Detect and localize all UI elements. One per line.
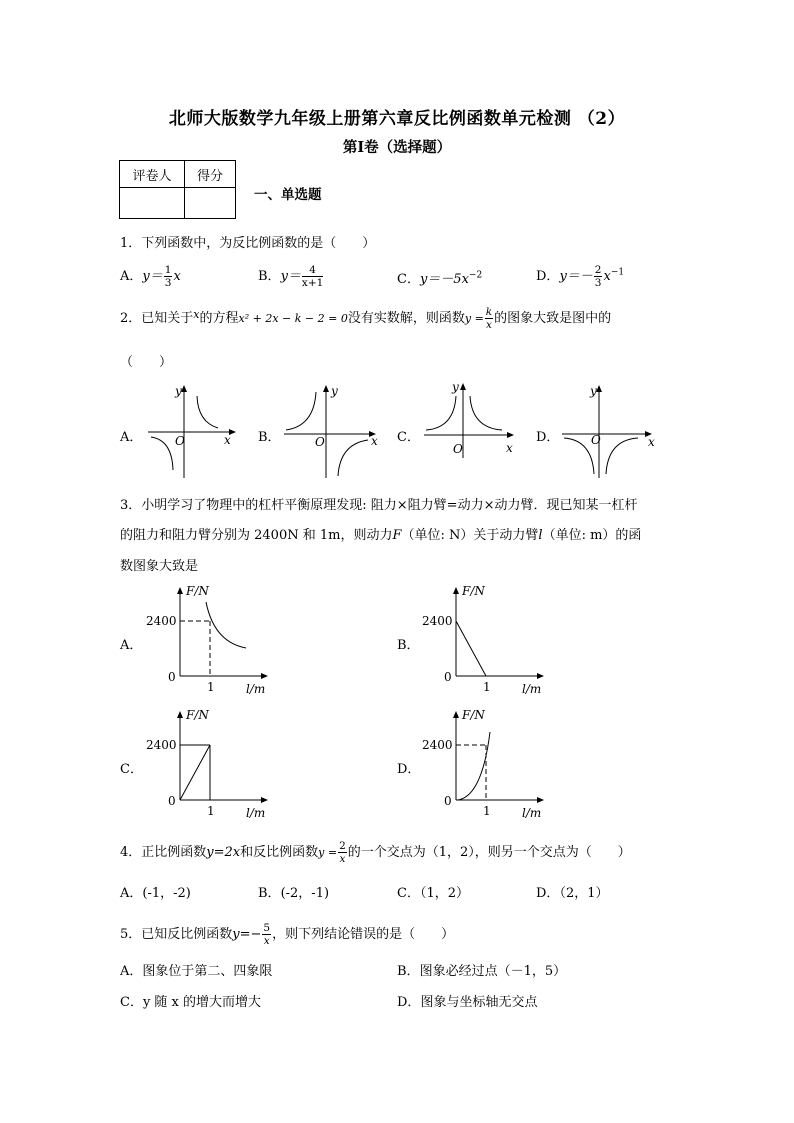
q4-frac-den: x <box>339 853 346 865</box>
q2-y-eq: y = <box>464 312 484 325</box>
q2-graph-c[interactable] <box>420 376 520 460</box>
y-arrow <box>596 385 602 392</box>
q4-option-d[interactable] <box>536 882 608 901</box>
q5-option-c[interactable] <box>120 991 261 1010</box>
q1-option-d-pre: y＝－ <box>559 269 593 284</box>
q4-option-c[interactable] <box>397 882 469 901</box>
y-arrow <box>177 711 183 718</box>
q1-option-a-pre: y＝ <box>142 269 163 284</box>
q2-equation: x² + 2x − k − 2 = 0 <box>238 312 348 325</box>
score-header: 得分 <box>185 161 236 188</box>
y-arrow <box>460 383 466 390</box>
q3-line2 <box>120 524 641 543</box>
x-label: x <box>371 434 378 448</box>
q2-graph-b[interactable] <box>280 382 380 482</box>
q2-stem-c: 没有实数解，则函数 <box>347 311 465 326</box>
q4-b-label: B． <box>258 886 281 901</box>
q3-line2-b: （单位: N）关于动力臂 <box>401 528 539 543</box>
q2-frac <box>485 306 493 331</box>
origin-label: O <box>453 442 463 456</box>
origin-label: O <box>315 435 325 449</box>
q5-d-text: 图象与坐标轴无交点 <box>420 995 538 1010</box>
q4-eq1: y=2x <box>206 845 241 860</box>
origin-label: O <box>175 434 185 448</box>
y-tick-2400: 2400 <box>422 614 453 628</box>
x-label: x <box>648 435 655 449</box>
q1-option-d-frac <box>594 264 603 289</box>
q5-frac-num: 5 <box>263 922 271 934</box>
x-axis-label: l/m <box>522 806 542 820</box>
q4-c-label: C． <box>397 886 420 901</box>
q4-a-text: (-1，-2) <box>142 886 191 901</box>
q4-stem-b: 和反比例函数 <box>240 845 319 860</box>
x-tick-1: 1 <box>483 680 491 694</box>
origin-label: 0 <box>168 794 176 808</box>
y-tick-2400: 2400 <box>146 614 177 628</box>
q4-y-eq: y = <box>318 846 338 859</box>
q4-stem-c: 的一个交点为（1，2），则另一个交点为（ ） <box>347 845 631 860</box>
q1-b-den: x+1 <box>301 277 324 289</box>
q5-stem-a: 5．已知反比例函数 <box>120 927 233 942</box>
q2-option-a-label[interactable]: A． <box>120 430 143 445</box>
q3-option-d-label[interactable]: D． <box>397 762 421 777</box>
x-arrow <box>537 797 544 803</box>
q4-a-label: A． <box>120 886 143 901</box>
curve-q4 <box>606 438 638 474</box>
q1-option-b-pre: y＝ <box>280 269 301 284</box>
curve-q3 <box>151 437 173 470</box>
q1-option-a-label: A． <box>120 269 143 284</box>
curve-q3 <box>564 438 594 474</box>
q1-a-num: 1 <box>164 264 172 276</box>
q1-a-den: 3 <box>164 277 172 289</box>
y-label: y <box>590 384 597 398</box>
q1-option-c-sup: −2 <box>468 270 483 281</box>
q2-frac-num: k <box>485 306 493 318</box>
q5-stem-b: ，则下列结论错误的是（ ） <box>272 927 455 942</box>
q2-frac-den: x <box>486 319 492 331</box>
q1-stem: 1．下列函数中，为反比例函数的是（ ） <box>120 236 376 251</box>
q1-option-b-frac <box>302 264 323 289</box>
y-arrow <box>181 385 187 392</box>
line <box>456 621 486 676</box>
q3-line2-a: 的阻力和阻力臂分别为 2400N 和 1m，则动力 <box>120 528 393 543</box>
y-label: y <box>452 380 459 394</box>
x-arrow <box>507 432 514 438</box>
q1-option-a-frac <box>164 264 173 289</box>
y-label: y <box>175 384 182 398</box>
q1-option-c-label: C． <box>397 272 420 287</box>
curve-q4 <box>338 440 368 476</box>
q4-option-b[interactable] <box>258 882 329 901</box>
q4-d-label: D． <box>536 886 560 901</box>
page-subtitle: 第Ⅰ卷（选择题） <box>342 139 452 156</box>
q2-stem-b: 的方程 <box>199 311 239 326</box>
x-label: x <box>506 441 513 455</box>
q3-F: F <box>392 528 402 543</box>
y-arrow <box>323 385 329 392</box>
x-arrow <box>261 797 268 803</box>
x-axis-label: l/m <box>522 682 542 696</box>
origin-label: 0 <box>444 794 452 808</box>
q5-a-text: 图象位于第二、四象限 <box>142 964 273 979</box>
q3-option-c-label[interactable]: C． <box>120 762 143 777</box>
score-table <box>119 160 236 219</box>
q4-c-text: （1，2） <box>419 886 469 901</box>
page-title: 北师大版数学九年级上册第六章反比例函数单元检测 （2） <box>168 109 626 129</box>
y-label-text: F/N <box>186 584 209 598</box>
q3-line2-c: （单位: m）的函 <box>542 528 642 543</box>
q5-y-eq: y=− <box>232 927 262 942</box>
q1-option-b[interactable] <box>258 264 324 289</box>
q3-graph-b[interactable] <box>422 580 566 700</box>
section-heading: 一、单选题 <box>254 187 322 203</box>
origin-label: 0 <box>168 670 176 684</box>
q3-option-a-label[interactable]: A． <box>120 638 143 653</box>
q4-b-text: (-2，-1) <box>280 886 330 901</box>
y-axis-label <box>185 584 209 598</box>
q2-option-c-label[interactable]: C． <box>397 430 420 445</box>
q4-stem <box>120 840 631 865</box>
q2-paren: （ ） <box>120 355 173 370</box>
q2-stem <box>120 306 611 331</box>
q3-option-b-label[interactable]: B． <box>397 638 420 653</box>
line <box>180 745 210 800</box>
q1-d-num: 2 <box>594 264 602 276</box>
q5-c-label: C． <box>120 995 143 1010</box>
score-cell[interactable] <box>185 188 236 219</box>
q2-stem-a: 2．已知关于 <box>120 311 194 326</box>
q3-line3: 数图象大致是 <box>120 559 199 574</box>
q3-graph-a[interactable] <box>146 580 290 700</box>
q5-option-b[interactable] <box>397 960 566 979</box>
q3-l: l <box>538 528 543 543</box>
q3-line1: 3．小明学习了物理中的杠杆平衡原理发现: 阻力×阻力臂=动力×动力臂．现已知某一杠杆 <box>120 498 638 513</box>
q5-option-a[interactable] <box>120 960 272 979</box>
q1-option-a-post: x <box>173 269 181 284</box>
q4-stem-a: 4．正比例函数 <box>120 845 207 860</box>
y-tick-2400: 2400 <box>422 738 453 752</box>
q2-option-d-label[interactable]: D． <box>536 430 560 445</box>
q5-frac-den: x <box>263 935 270 947</box>
q5-stem <box>120 922 454 947</box>
q1-option-c[interactable] <box>397 268 482 287</box>
q2-graph-a[interactable] <box>144 382 240 482</box>
x-tick-1: 1 <box>207 804 215 818</box>
q1-option-c-pre: y＝－5x <box>419 272 469 287</box>
q2-x: x <box>193 308 200 321</box>
x-tick-1: 1 <box>207 680 215 694</box>
q5-frac <box>262 922 271 947</box>
x-axis-label: l/m <box>246 806 266 820</box>
y-arrow <box>177 587 183 594</box>
y-arrow <box>453 587 459 594</box>
q5-a-label: A． <box>120 964 143 979</box>
curve-q2 <box>286 392 316 430</box>
grader-header: 评卷人 <box>120 161 185 188</box>
q4-d-text: （2，1） <box>559 886 609 901</box>
x-arrow <box>537 673 544 679</box>
y-axis-label: F/N <box>186 708 209 722</box>
x-tick-1: 1 <box>483 804 491 818</box>
origin-label: O <box>591 433 601 447</box>
grader-cell[interactable] <box>120 188 185 219</box>
q2-option-b-label[interactable]: B． <box>258 430 281 445</box>
q5-b-text: 图象必经过点（－1，5） <box>419 964 567 979</box>
q3-graph-c[interactable] <box>146 704 290 824</box>
q1-option-d[interactable] <box>536 264 624 289</box>
q1-b-num: 4 <box>302 264 323 277</box>
y-arrow <box>453 711 459 718</box>
q3-graph-d[interactable] <box>422 704 566 824</box>
origin-label: 0 <box>444 670 452 684</box>
curve <box>458 732 490 800</box>
x-label: x <box>224 433 231 447</box>
q2-graph-d[interactable] <box>558 382 658 482</box>
q5-b-label: B． <box>397 964 420 979</box>
q1-d-den: 3 <box>594 277 602 289</box>
q5-c-text: y 随 x 的增大而增大 <box>142 995 262 1010</box>
q1-option-d-sup: −1 <box>610 267 625 278</box>
y-axis-label: F/N <box>462 584 485 598</box>
x-arrow <box>261 673 268 679</box>
q1-option-d-post: x <box>603 269 611 284</box>
q4-option-a[interactable] <box>120 882 191 901</box>
q4-frac-num: 2 <box>339 840 346 852</box>
q4-frac <box>338 840 347 865</box>
q1-option-b-label: B． <box>258 269 281 284</box>
y-tick-2400: 2400 <box>146 738 177 752</box>
y-axis-label: F/N <box>462 708 485 722</box>
q1-option-d-label: D． <box>536 269 560 284</box>
q5-d-label: D． <box>397 995 421 1010</box>
x-axis-label: l/m <box>246 682 266 696</box>
q2-stem-d: 的图象大致是图中的 <box>494 311 612 326</box>
curve-q2 <box>426 396 456 430</box>
q1-option-a[interactable] <box>120 264 181 289</box>
curve-q1 <box>197 396 218 428</box>
q5-option-d[interactable] <box>397 991 537 1010</box>
y-label: y <box>331 384 338 398</box>
curve <box>206 602 246 648</box>
curve-q1 <box>470 396 502 430</box>
